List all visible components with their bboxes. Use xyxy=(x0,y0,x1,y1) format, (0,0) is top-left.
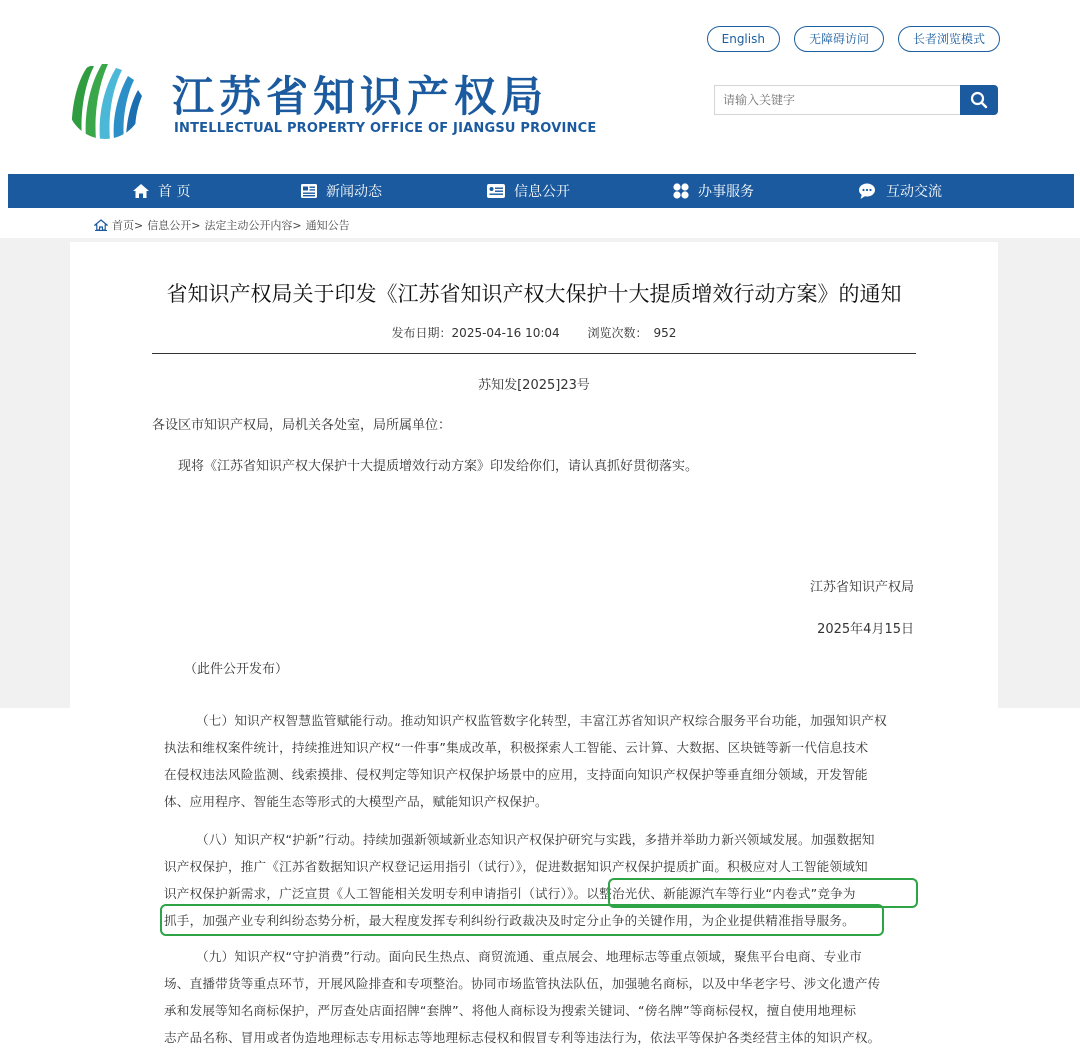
section-9-line: （九）知识产权“守护消费”行动。面向民生热点、商贸流通、重点展会、地理标志等重点领域，聚焦平台电商、专业市 xyxy=(196,949,862,964)
chat-icon xyxy=(858,182,878,200)
publish-date: 发布日期：2025-04-16 10:04 xyxy=(391,326,560,340)
search-box xyxy=(714,85,998,115)
main-nav xyxy=(8,174,1074,208)
search-input[interactable] xyxy=(714,85,960,115)
view-count-label: 浏览次数： xyxy=(587,326,648,340)
document-number: 苏知发[2025]23号 xyxy=(478,378,590,393)
highlight-box-bottom xyxy=(160,904,884,936)
section-7-line: （七）知识产权智慧监管赋能行动。推动知识产权监管数字化转型，丰富江苏省知识产权综合服务平台功能，加强知识产权 xyxy=(196,713,887,728)
nav-services[interactable] xyxy=(672,174,754,208)
section-8-highlight-start: 以整治光伏、新能源汽车等行业“内卷式”竞争为 xyxy=(586,886,856,901)
section-8-line-pre: 识产权保护新需求，广泛宣贯《人工智能相关发明专利申请指引（试行）》。 xyxy=(164,886,587,901)
view-count xyxy=(588,326,677,340)
breadcrumb-home[interactable]: 首页> xyxy=(112,219,144,232)
section-7-line: 执法和维权案件统计，持续推进知识产权“一件事”集成改革，积极探索人工智能、云计算、大数据、区块链等新一代信息技术 xyxy=(164,740,869,755)
section-7 xyxy=(164,707,924,815)
nav-interaction[interactable] xyxy=(858,174,942,208)
nav-home[interactable] xyxy=(132,174,190,208)
breadcrumb-legal[interactable]: 法定主动公开内容> xyxy=(204,219,302,232)
article-title: 省知识产权局关于印发《江苏省知识产权大保护十大提质增效行动方案》的通知 xyxy=(166,282,902,306)
nav-news[interactable] xyxy=(300,174,382,208)
nav-home-label: 首 页 xyxy=(158,184,191,200)
site-subtitle: INTELLECTUAL PROPERTY OFFICE OF JIANGSU PROVINCE xyxy=(174,121,597,136)
english-link[interactable]: English xyxy=(707,26,780,52)
newspaper-icon xyxy=(300,183,318,199)
home-icon xyxy=(132,183,150,199)
signature-date: 2025年4月15日 xyxy=(817,622,914,637)
view-count-value: 952 xyxy=(653,326,677,340)
nav-info-label: 信息公开 xyxy=(514,184,570,200)
section-9 xyxy=(164,943,924,1051)
accessibility-link[interactable]: 无障碍访问 xyxy=(794,26,884,52)
info-board-icon xyxy=(486,183,506,199)
section-7-line: 在侵权违法风险监测、线索摸排、侵权判定等知识产权保护场景中的应用，支持面向知识产权保护等垂直细分领域，开发智能 xyxy=(164,767,868,782)
nav-news-label: 新闻动态 xyxy=(326,184,382,200)
section-9-line: 志产品名称、冒用或者伪造地理标志专用标志等地理标志侵权和假冒专利等违法行为，依法平等保护各类经营主体的知识产权。 xyxy=(164,1030,881,1045)
nav-services-label: 办事服务 xyxy=(698,184,754,200)
site-title: 江苏省知识产权局 xyxy=(172,72,549,121)
article-meta xyxy=(70,324,998,341)
section-9-line: 场、直播带货等重点环节，开展风险排查和专项整治。协同市场监管执法队伍，加强驰名商标，以及中华老字号、涉文化遗产传 xyxy=(164,976,881,991)
article-panel xyxy=(70,242,998,708)
section-8-line: 识产权保护，推广《江苏省数据知识产权登记运用指引（试行）》，促进数据知识产权保护提质扩面。积极应对人工智能领域知 xyxy=(164,859,868,874)
signature-org: 江苏省知识产权局 xyxy=(809,580,914,595)
elderly-mode-link[interactable]: 长者浏览模式 xyxy=(898,26,1000,52)
breadcrumb xyxy=(94,217,350,233)
nav-interaction-label: 互动交流 xyxy=(886,184,942,200)
site-logo[interactable] xyxy=(66,62,144,140)
top-links xyxy=(707,26,1000,52)
breadcrumb-current[interactable]: 通知公告 xyxy=(305,219,350,232)
section-8-highlight-end: 抓手，加强产业专利纠纷态势分析，最大程度发挥专利纠纷行政裁决及时定分止争的关键作用，为企业提供精准指导服务。 xyxy=(164,913,855,928)
section-7-line: 体、应用程序、智能生态等形式的大模型产品，赋能知识产权保护。 xyxy=(164,794,548,809)
grid-icon xyxy=(672,182,690,200)
search-button[interactable] xyxy=(960,85,998,115)
title-divider xyxy=(152,353,916,354)
publish-note: （此件公开发布） xyxy=(184,662,289,677)
section-8-line: （八）知识产权“护新”行动。持续加强新领域新业态知识产权保护研究与实践，多措并举助力新兴领域发展。加强数据知 xyxy=(196,832,875,847)
nav-info[interactable] xyxy=(486,174,570,208)
home-icon xyxy=(94,219,108,231)
search-icon xyxy=(970,91,988,109)
article-body: 现将《江苏省知识产权大保护十大提质增效行动方案》印发给你们，请认真抓好贯彻落实。 xyxy=(178,459,699,474)
breadcrumb-info[interactable]: 信息公开> xyxy=(147,219,201,232)
section-9-line: 承和发展等知名商标保护，严厉查处店面招牌“套牌”、将他人商标设为搜索关键词、“傍名牌”等商标侵权，擅自使用地理标 xyxy=(164,1003,857,1018)
salutation: 各设区市知识产权局，局机关各处室，局所属单位： xyxy=(152,418,452,433)
